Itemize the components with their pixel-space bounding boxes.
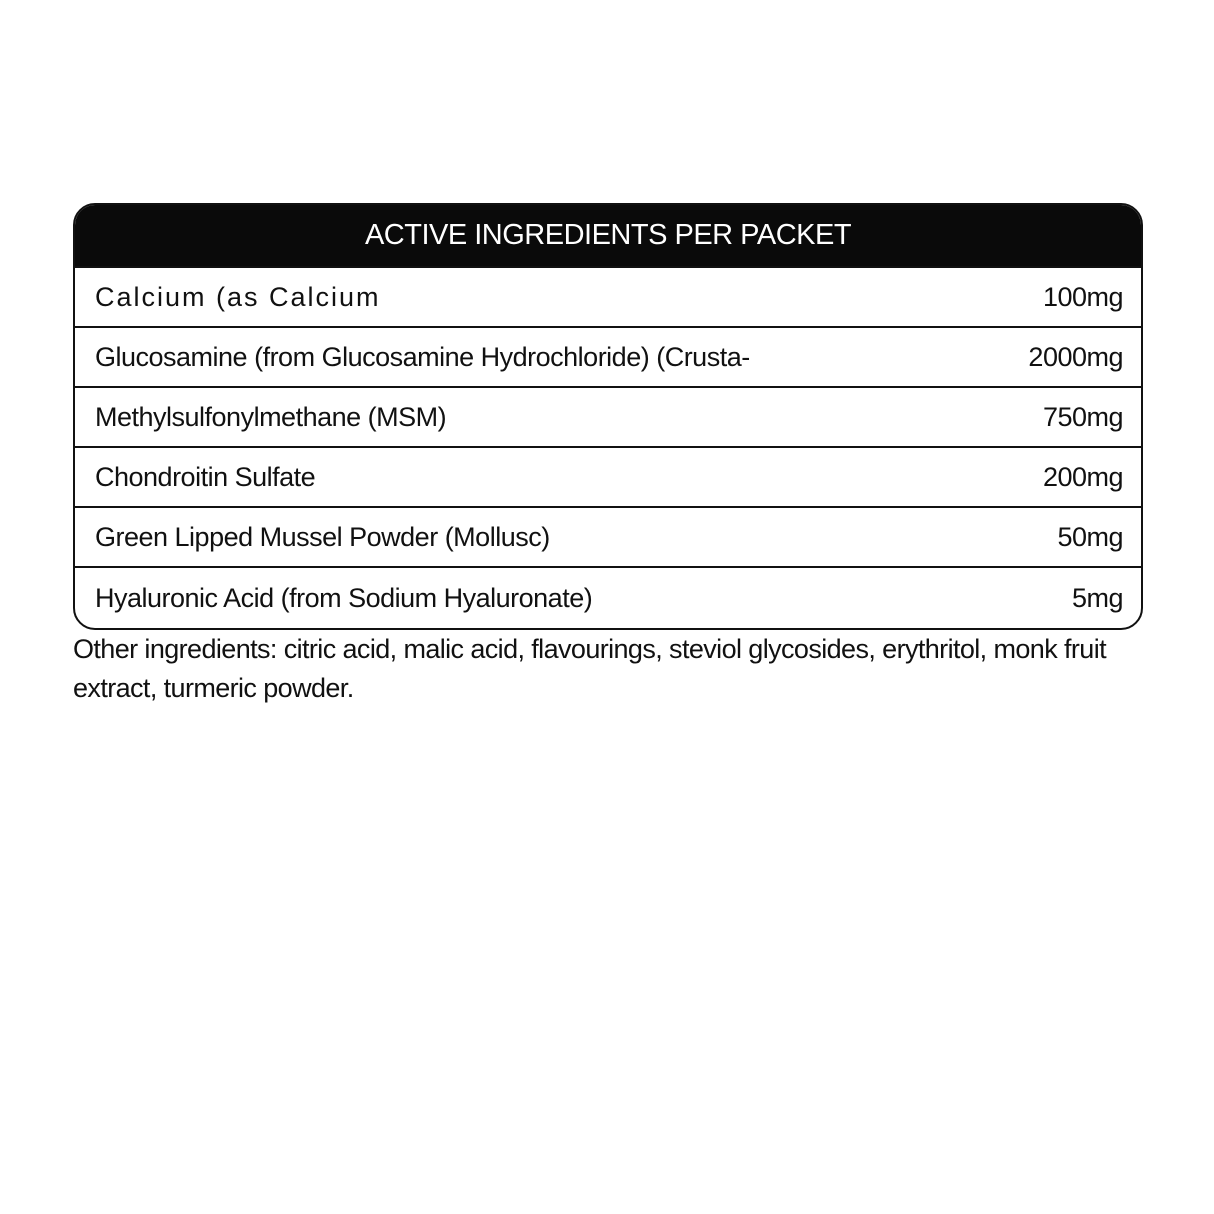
ingredient-name: Methylsulfonylmethane (MSM): [95, 401, 447, 432]
table-row: [75, 328, 1141, 388]
ingredient-amount: 50mg: [1057, 521, 1123, 552]
table-row: [75, 268, 1141, 328]
ingredient-name: Chondroitin Sulfate: [95, 461, 316, 492]
ingredients-panel: [73, 203, 1143, 630]
ingredient-amount: 2000mg: [1028, 341, 1123, 372]
ingredient-amount: 200mg: [1042, 461, 1123, 492]
other-ingredients-text: Other ingredients: citric acid, malic acid, flavourings, steviol glycosides, erythritol, monk fruit extract, turmeric powder.: [73, 634, 1107, 703]
table-row: [75, 448, 1141, 508]
ingredient-amount: 750mg: [1042, 401, 1123, 432]
table-row: [75, 388, 1141, 448]
panel-title: ACTIVE INGREDIENTS PER PACKET: [75, 205, 1141, 268]
ingredient-name: Hyaluronic Acid (from Sodium Hyaluronate): [95, 582, 593, 613]
ingredient-amount: 100mg: [1042, 281, 1123, 312]
ingredient-name: Green Lipped Mussel Powder (Mollusc): [95, 521, 550, 552]
ingredient-amount: 5mg: [1071, 582, 1123, 613]
ingredients-table: [75, 268, 1141, 628]
table-row: [75, 568, 1141, 628]
table-row: [75, 508, 1141, 568]
ingredient-name: Calcium (as Calcium: [95, 281, 381, 312]
ingredient-name: Glucosamine (from Glucosamine Hydrochloride) (Crusta-: [95, 341, 750, 372]
